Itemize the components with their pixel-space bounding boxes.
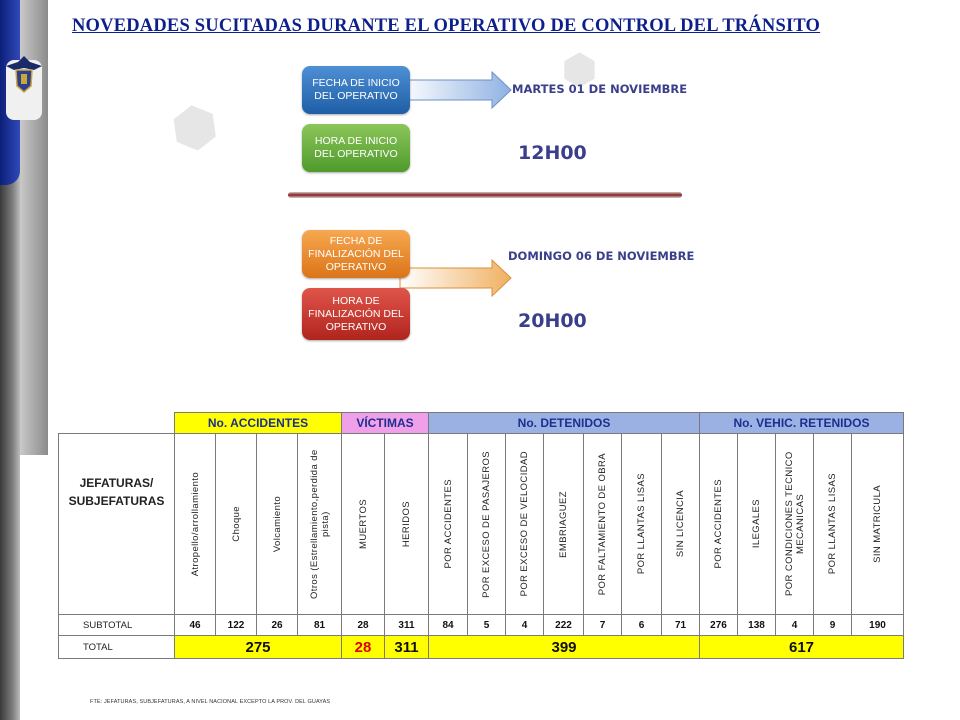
end-date-label: FECHA DE FINALIZACIÓN DEL OPERATIVO xyxy=(302,230,410,278)
operation-results-table xyxy=(58,412,904,659)
subtotal-cell: 4 xyxy=(506,615,544,636)
subtotal-cell: 190 xyxy=(852,615,904,636)
column-header: POR LLANTAS LISAS xyxy=(636,473,647,575)
subtotal-cell: 7 xyxy=(584,615,622,636)
column-header: POR ACCIDENTES xyxy=(442,479,454,569)
watermark-shape-left: ⬢ xyxy=(168,97,222,160)
column-header: ILEGALES xyxy=(751,499,762,549)
start-date-label: FECHA DE INICIO DEL OPERATIVO xyxy=(302,66,410,114)
subtotal-cell: 26 xyxy=(257,615,298,636)
subtotal-cell: 46 xyxy=(175,615,216,636)
start-date-value: MARTES 01 DE NOVIEMBRE xyxy=(512,82,688,96)
subtotal-cell: 71 xyxy=(662,615,700,636)
total-label: TOTAL xyxy=(59,636,175,659)
total-vehiculos: 617 xyxy=(700,636,904,659)
group-header-victimas: VÍCTIMAS xyxy=(342,413,429,434)
subtotal-cell: 276 xyxy=(700,615,738,636)
subtotal-cell: 138 xyxy=(738,615,776,636)
subtotal-cell: 4 xyxy=(776,615,814,636)
column-header: HERIDOS xyxy=(401,500,412,548)
column-header: EMBRIAGUEZ xyxy=(558,490,569,558)
column-header: Choque xyxy=(230,506,242,542)
start-date-arrow-icon xyxy=(400,70,512,110)
column-header: POR LLANTAS LISAS xyxy=(827,473,838,575)
subtotal-cell: 84 xyxy=(429,615,468,636)
group-header-detenidos: No. DETENIDOS xyxy=(429,413,700,434)
end-time-value: 20H00 xyxy=(518,310,587,332)
column-header: POR FALTAMIENTO DE OBRA xyxy=(597,452,608,596)
end-date-arrow-icon xyxy=(400,258,512,298)
column-header: SIN MATRICULA xyxy=(872,485,883,563)
end-time-label: HORA DE FINALIZACIÓN DEL OPERATIVO xyxy=(302,288,410,340)
operation-schedule-graphic xyxy=(168,47,700,350)
subtotal-cell: 6 xyxy=(622,615,662,636)
group-header-accidentes: No. ACCIDENTES xyxy=(175,413,342,434)
column-header: POR EXCESO DE PASAJEROS xyxy=(481,450,492,598)
start-time-value: 12H00 xyxy=(518,142,587,164)
subtotal-label: SUBTOTAL xyxy=(59,615,175,636)
subtotal-cell: 28 xyxy=(342,615,385,636)
column-header: POR ACCIDENTES xyxy=(713,479,724,569)
column-header: MUERTOS xyxy=(357,499,369,549)
source-note: FTE: JEFATURAS, SUBJEFATURAS, A NIVEL NACIONAL EXCEPTO LA PROV. DEL GUAYAS xyxy=(90,699,331,705)
subtotal-cell: 122 xyxy=(216,615,257,636)
subtotal-row xyxy=(59,615,904,636)
start-time-label: HORA DE INICIO DEL OPERATIVO xyxy=(302,124,410,172)
subtotal-cell: 311 xyxy=(385,615,429,636)
police-emblem-icon xyxy=(4,52,44,98)
column-header: SIN LICENCIA xyxy=(675,490,686,558)
end-date-value: DOMINGO 06 DE NOVIEMBRE xyxy=(508,249,695,263)
column-header: Atropello/arrollamiento xyxy=(189,471,201,577)
column-header: POR EXCESO DE VELOCIDAD xyxy=(519,451,530,597)
subtotal-cell: 9 xyxy=(814,615,852,636)
row-header-jefaturas: JEFATURAS/ SUBJEFATURAS xyxy=(59,434,175,615)
group-header-vehiculos: No. VEHIC. RETENIDOS xyxy=(700,413,904,434)
column-header: Otros (Estrellamiento,perdida de pista) xyxy=(308,449,331,599)
total-muertos: 28 xyxy=(342,636,385,659)
schedule-divider xyxy=(288,192,682,198)
column-header: Volcamiento xyxy=(271,495,283,553)
subtotal-cell: 222 xyxy=(544,615,584,636)
total-accidentes: 275 xyxy=(175,636,342,659)
total-heridos: 311 xyxy=(385,636,429,659)
subtotal-cell: 81 xyxy=(298,615,342,636)
total-detenidos: 399 xyxy=(429,636,700,659)
subtotal-cell: 5 xyxy=(468,615,506,636)
total-row xyxy=(59,636,904,659)
column-header: POR CONDICIONES TECNICO MECANICAS xyxy=(783,451,806,597)
page-title: NOVEDADES SUCITADAS DURANTE EL OPERATIVO DE CONTROL DEL TRÁNSITO xyxy=(72,16,821,36)
watermark-shape-right: ⬢ xyxy=(562,47,597,92)
